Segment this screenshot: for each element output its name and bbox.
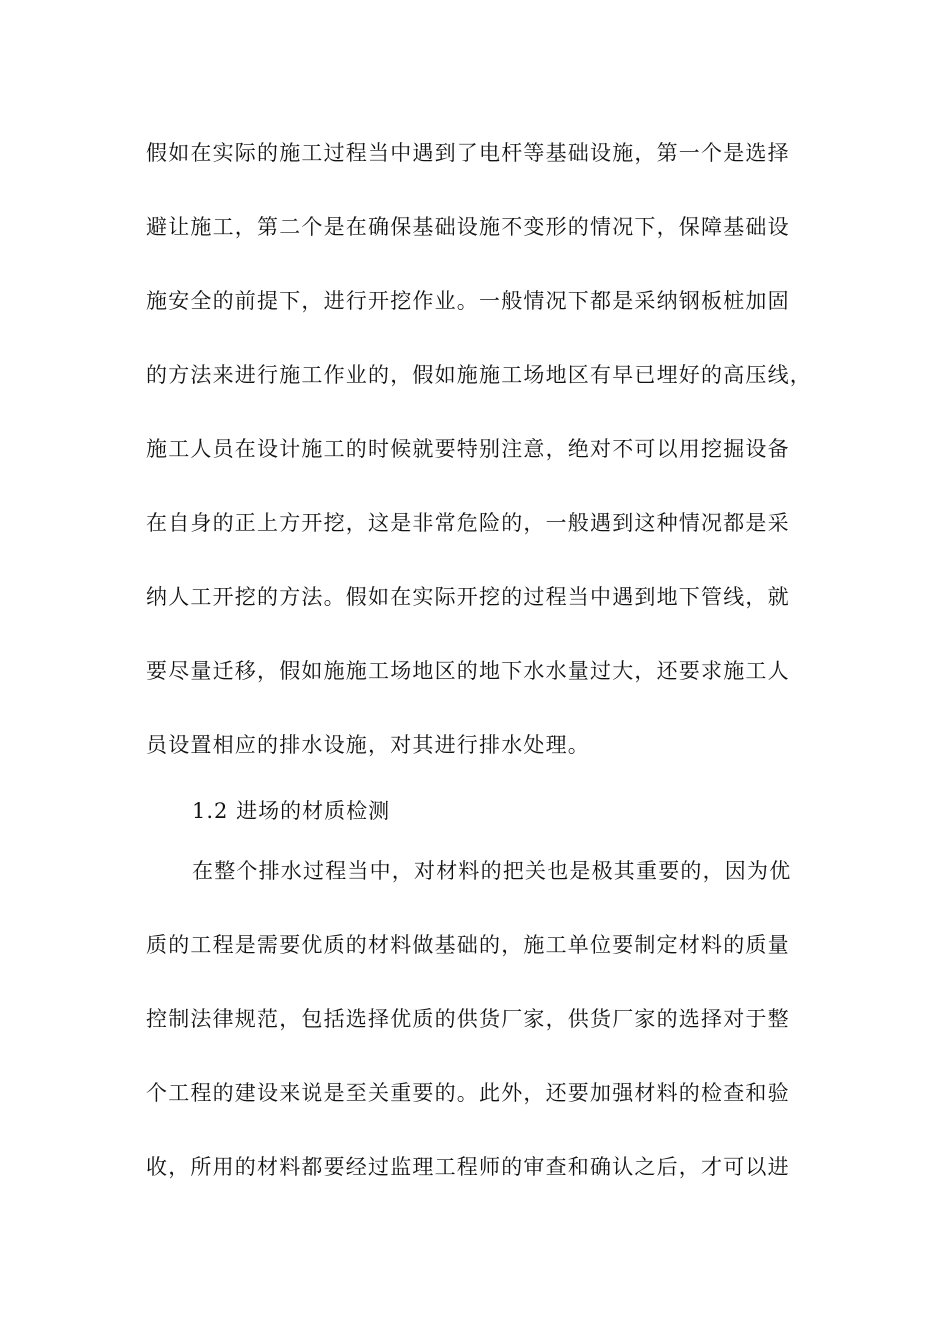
- paragraph-1-line-4: 的方法来进行施工作业的，假如施施工场地区有早已埋好的高压线，: [146, 363, 812, 387]
- paragraph-1-line-7: 纳人工开挖的方法。假如在实际开挖的过程当中遇到地下管线，就: [146, 585, 790, 609]
- paragraph-2-line-3: 控制法律规范，包括选择优质的供货厂家，供货厂家的选择对于整: [146, 1007, 790, 1031]
- paragraph-1-line-1: 假如在实际的施工过程当中遇到了电杆等基础设施，第一个是选择: [146, 141, 790, 165]
- paragraph-1-line-3: 施安全的前提下，进行开挖作业。一般情况下都是采纳钢板桩加固: [146, 289, 790, 313]
- section-heading: 1.2 进场的材质检测: [192, 799, 391, 823]
- paragraph-1-line-2: 避让施工，第二个是在确保基础设施不变形的情况下，保障基础设: [146, 215, 790, 239]
- paragraph-1-line-5: 施工人员在设计施工的时候就要特别注意，绝对不可以用挖掘设备: [146, 437, 790, 461]
- paragraph-1-line-6: 在自身的正上方开挖，这是非常危险的，一般遇到这种情况都是采: [146, 511, 790, 535]
- paragraph-2-line-1: 在整个排水过程当中，对材料的把关也是极其重要的，因为优: [192, 859, 792, 883]
- paragraph-2-line-2: 质的工程是需要优质的材料做基础的，施工单位要制定材料的质量: [146, 933, 790, 957]
- paragraph-1-line-9: 员设置相应的排水设施，对其进行排水处理。: [146, 733, 590, 757]
- paragraph-1-line-8: 要尽量迁移，假如施施工场地区的地下水水量过大，还要求施工人: [146, 659, 790, 683]
- paragraph-2-line-4: 个工程的建设来说是至关重要的。此外，还要加强材料的检查和验: [146, 1081, 790, 1105]
- paragraph-2-line-5: 收，所用的材料都要经过监理工程师的审查和确认之后，才可以进: [146, 1155, 790, 1179]
